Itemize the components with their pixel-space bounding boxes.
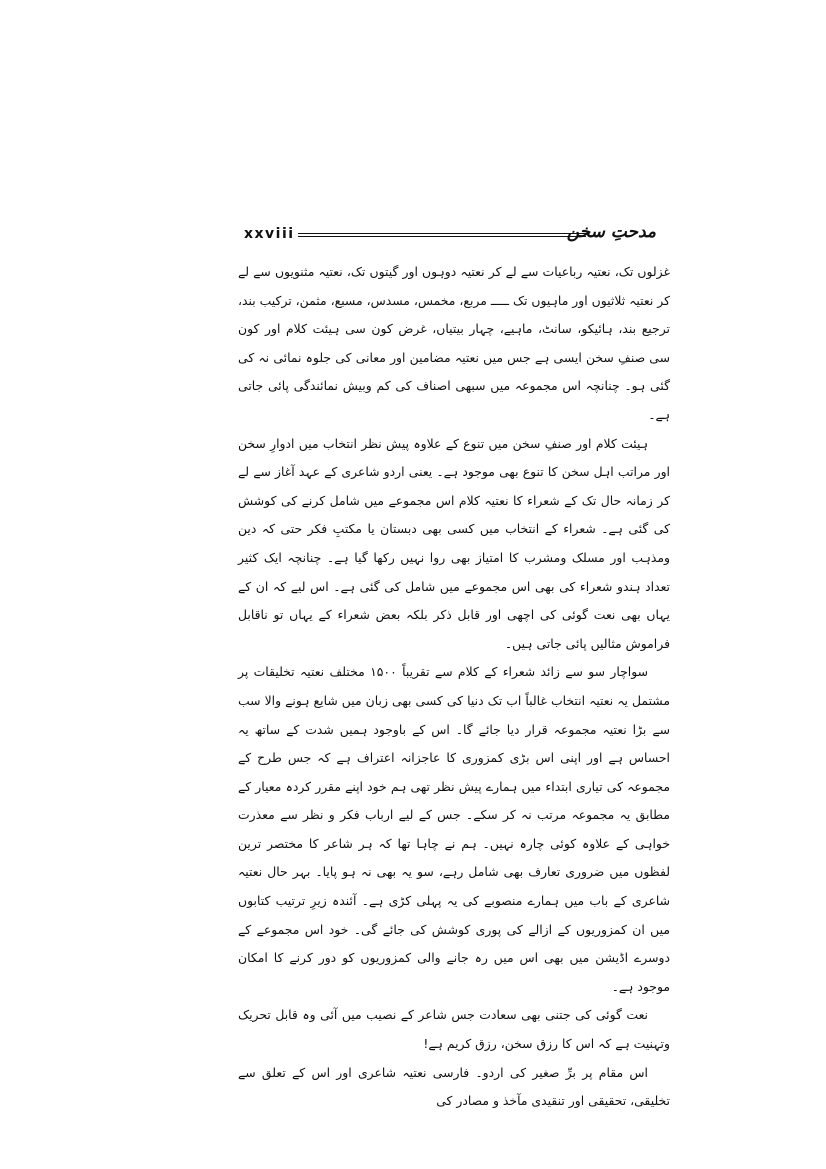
page-header — [240, 222, 666, 252]
page-number: xxviii — [244, 226, 295, 242]
header-double-rule — [298, 233, 586, 237]
body-text — [238, 258, 670, 1116]
paragraph-3: سواچار سو سے زائد شعراء کے کلام سے تقریباً ۱۵۰۰ مختلف نعتیہ تخلیقات پر مشتمل یہ نعتیہ انتخاب غالباً اب تک دنیا کی کسی بھی زبان میں شایع ہونے والا سب سے بڑا نعتیہ مجموعہ قرار دیا جائے گا۔ اس کے باوجود ہمیں شدت کے ساتھ یہ احساس ہے اور اپنی اس بڑی کمزوری کا عاجزانہ اعتراف ہے کہ جس طرح کے مجموعہ کی تیاری ابتداء میں ہمارے پیش نظر تھی ہم خود اپنے مقرر کردہ معیار کے مطابق یہ مجموعہ مرتب نہ کر سکے۔ جس کے لیے ارباب فکر و نظر سے معذرت خواہی کے علاوہ کوئی چارہ نہیں۔ ہم نے چاہا تھا کہ ہر شاعر کا مختصر ترین لفظوں میں ضروری تعارف بھی شامل رہے، سو یہ بھی نہ ہو پایا۔ بہر حال نعتیہ شاعری کے باب میں ہمارے منصوبے کی یہ پہلی کڑی ہے۔ آئندہ زیرِ ترتیب کتابوں میں ان کمزوریوں کے ازالے کی پوری کوشش کی جائے گی۔ خود اس مجموعے کے دوسرے اڈیشن میں بھی اس میں رہ جانے والی کمزوریوں کو دور کرنے کا امکان موجود ہے۔ — [238, 664, 670, 994]
paragraph-4: نعت گوئی کی جتنی بھی سعادت جس شاعر کے نصیب میں آئی وہ قابل تحریک وتہنیت ہے کہ اس کا رزق سخن، رزق کریم ہے! — [238, 1007, 670, 1052]
paragraph-5: اس مقام پر برِّ صغیر کی اردو۔ فارسی نعتیہ شاعری اور اس کے تعلق سے تخلیقی، تحقیقی اور تنقیدی مآخذ و مصادر کی — [238, 1064, 670, 1109]
paragraph-1: غزلوں تک، نعتیہ رباعیات سے لے کر نعتیہ دوہوں اور گیتوں تک، نعتیہ مثنویوں سے لے کر نعتیہ ثلاثیوں اور ماہیوں تک ـــــ مربع، مخمس، مسدس، مسبع، مثمن، ترکیب بند، ترجیع بند، ہائیکو، سانٹ، ماہیے، چہار بیتیاں، غرض کون سی ہیئت کلام اور کون سی صنفِ سخن ایسی ہے جس میں نعتیہ مضامین اور معانی کی جلوہ نمائی نہ کی گئی ہو۔ چنانچہ اس مجموعہ میں سبھی اصناف کی کم وبیش نمائندگی پائی جاتی ہے۔ — [238, 264, 670, 422]
book-title: مدحتِ سخن — [566, 222, 656, 242]
paragraph-2: ہیئت کلام اور صنفِ سخن میں تنوع کے علاوہ پیش نظر انتخاب میں ادوارِ سخن اور مراتب اہل سخن کا تنوع بھی موجود ہے۔ یعنی اردو شاعری کے عہد آغاز سے لے کر زمانہ حال تک کے شعراء کا نعتیہ کلام اس مجموعے میں شامل کرنے کی کوشش کی گئی ہے۔ شعراء کے انتخاب میں کسی بھی دبستان یا مکتبِ فکر حتی کہ دین ومذہب اور مسلک ومشرب کا امتیاز بھی روا نہیں رکھا گیا ہے۔ چنانچہ ایک کثیر تعداد ہندو شعراء کی بھی اس مجموعے میں شامل کی گئی ہے۔ اس لیے کہ ان کے یہاں بھی نعت گوئی کی اچھی اور قابل ذکر بلکہ بعض شعراء کے یہاں تو ناقابل فراموش مثالیں پائی جاتی ہیں۔ — [238, 435, 670, 651]
